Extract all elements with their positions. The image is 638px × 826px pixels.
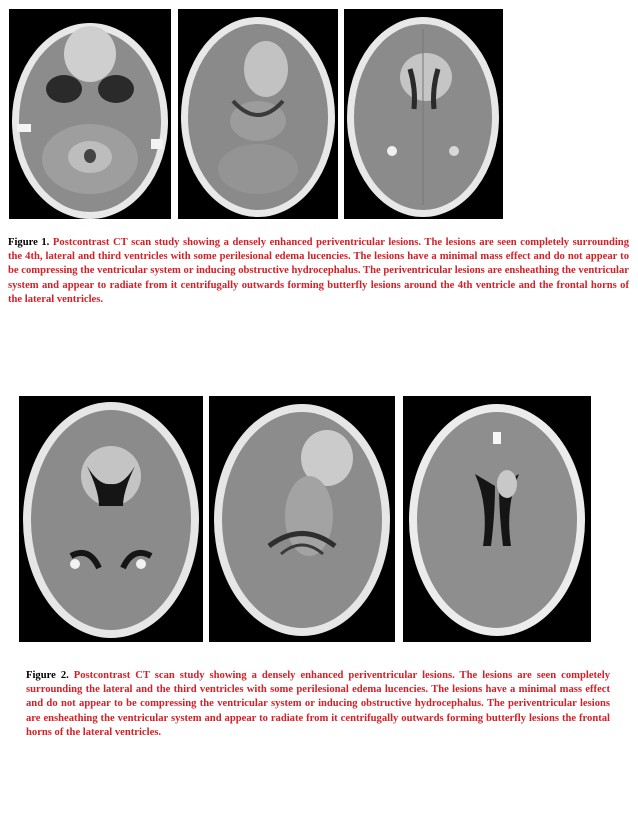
figure1-caption [8,236,629,307]
figure1-label: Figure 1. [8,237,50,248]
figure2-scan-left [19,396,203,642]
figure1-scan-third-ventricle [178,9,338,219]
figure2-scan-right [403,396,591,642]
figure2-scan-middle [209,396,395,642]
figure1-scan-lateral-ventricles [344,9,503,219]
figure2-text: Postcontrast CT scan study showing a densely enhanced periventricular lesions. The lesions are seen completely surrounding the lateral and the third ventricles with some perilesional edema lucencies. The lesions have a minimal mass effect and do not appear to be compressing the ventricular system or inducing obstructive hydrocephalus. The periventricular lesions are ensheathing the ventricular system and appear to radiate from it centrifugally outwards forming butterfly lesions the frontal horns of the lateral ventricles. [26,670,610,738]
figure1-scan-posterior-fossa [9,9,171,219]
figure2-label: Figure 2. [26,670,69,681]
figure1-text: Postcontrast CT scan study showing a densely enhanced periventricular lesions. The lesions are seen completely surrounding the 4th, lateral and third ventricles with some perilesional edema lucencies. The lesions have a minimal mass effect and do not appear to be compressing the ventricular system or inducing obstructive hydrocephalus. The periventricular lesions are ensheathing the ventricular system and appear to radiate from it centrifugally outwards forming butterfly lesions around the 4th ventricle and the frontal horns of the lateral ventricles. [8,237,629,305]
figure2-caption [26,669,610,740]
